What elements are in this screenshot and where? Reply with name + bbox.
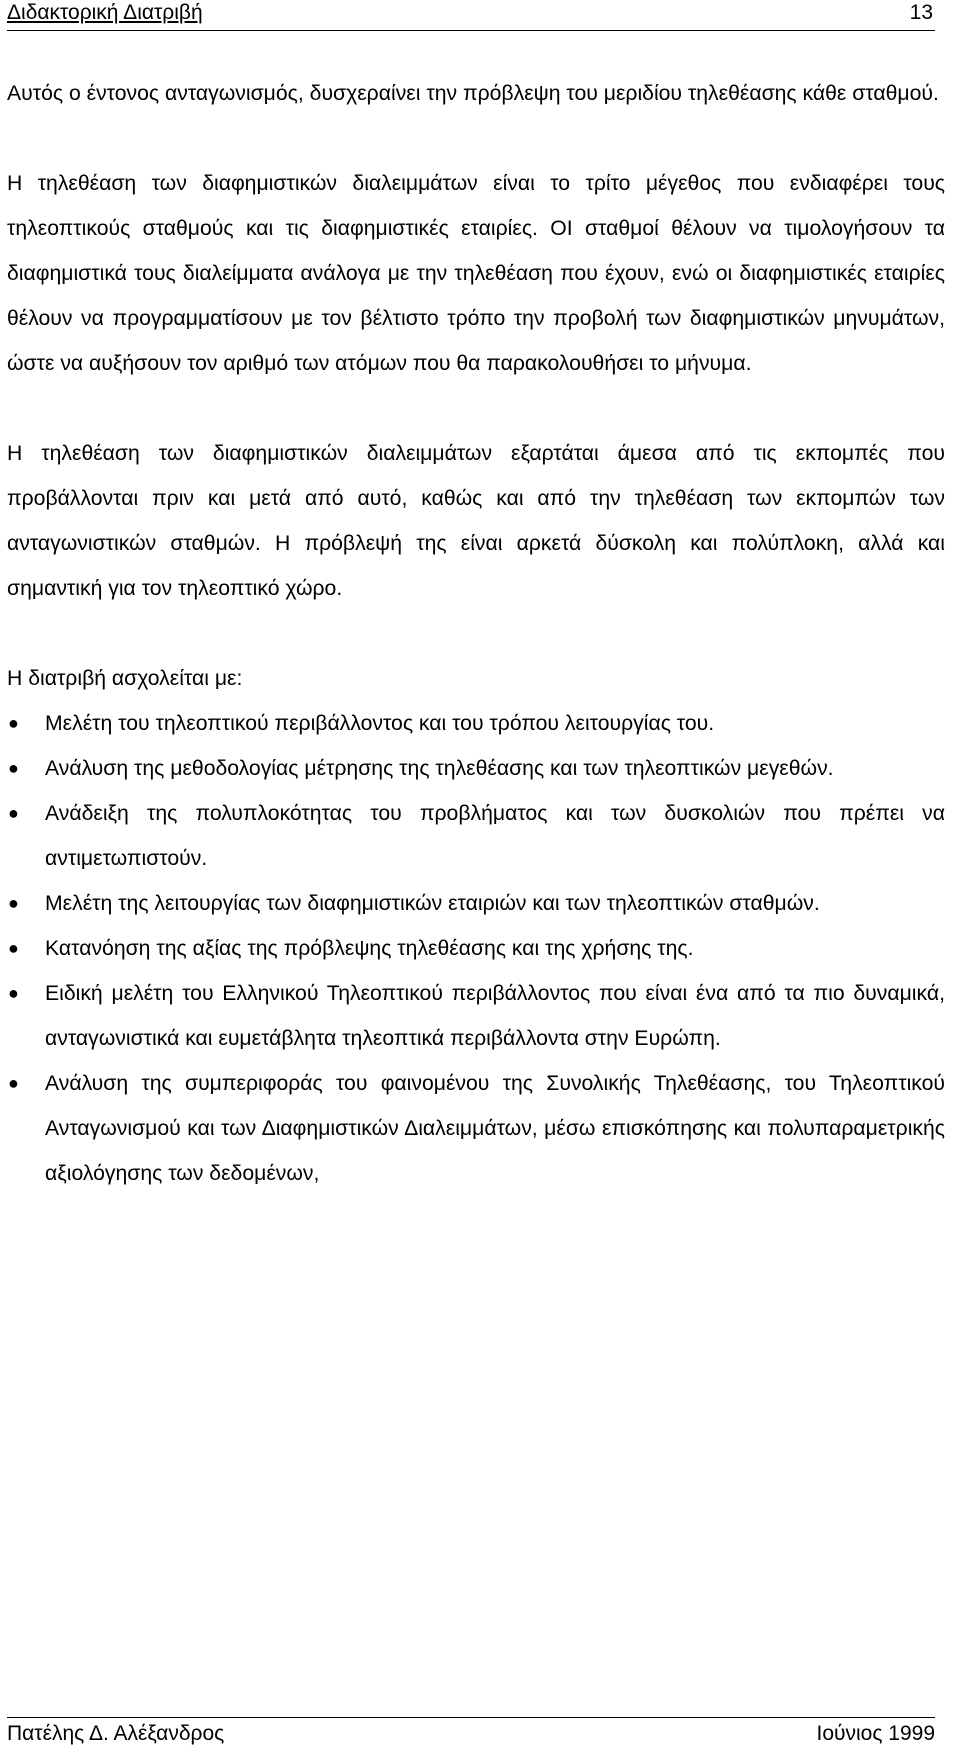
header-title: Διδακτορική Διατριβή xyxy=(7,1,203,24)
list-item-text: Κατανόηση της αξίας της πρόβλεψης τηλεθέασης και της χρήσης της. xyxy=(45,937,694,960)
list-intro: Η διατριβή ασχολείται με: xyxy=(7,667,243,690)
paragraph: Η τηλεθέαση των διαφημιστικών διαλειμμάτων εξαρτάται άμεσα από τις εκπομπές που προβάλλονται πριν και μετά από αυτό, καθώς και από την τηλεθέαση των εκπομπών των ανταγωνιστικών σταθμών. Η πρόβλεψή της είναι αρκετά δύσκολη και πολύπλοκη, αλλά και σημαντική για τον τηλεοπτικό χώρο. xyxy=(7,442,945,600)
list-item xyxy=(7,791,945,881)
document-body xyxy=(7,71,945,1196)
page-number: 13 xyxy=(909,1,933,24)
bullet-list xyxy=(7,701,945,1196)
list-item xyxy=(7,746,945,791)
bullet-icon: ● xyxy=(8,1073,19,1093)
list-item-text: Ανάδειξη της πολυπλοκότητας του προβλήματος και των δυσκολιών που πρέπει να αντιμετωπιστούν. xyxy=(45,802,945,870)
paragraph: Η τηλεθέαση των διαφημιστικών διαλειμμάτων είναι το τρίτο μέγεθος που ενδιαφέρει τους τηλεοπτικούς σταθμούς και τις διαφημιστικές εταιρίες. ΟΙ σταθμοί θέλουν να τιμολογήσουν τα διαφημιστικά τους διαλείμματα ανάλογα με την τηλεθέαση που έχουν, ενώ οι διαφημιστικές εταιρίες θέλουν να προγραμματίσουν με τον βέλτιστο τρόπο την προβολή των διαφημιστικών μηνυμάτων, ώστε να αυξήσουν τον αριθμό των ατόμων που θα παρακολουθήσει το μήνυμα. xyxy=(7,172,945,375)
list-item xyxy=(7,971,945,1061)
list-item xyxy=(7,701,945,746)
list-item-text: Ανάλυση της μεθοδολογίας μέτρησης της τηλεθέασης και των τηλεοπτικών μεγεθών. xyxy=(45,757,834,780)
bullet-icon: ● xyxy=(8,803,19,823)
list-item-text: Μελέτη του τηλεοπτικού περιβάλλοντος και του τρόπου λειτουργίας του. xyxy=(45,712,715,735)
bullet-icon: ● xyxy=(8,983,19,1003)
list-item xyxy=(7,926,945,971)
page-footer xyxy=(7,1717,935,1753)
paragraph: Αυτός ο έντονος ανταγωνισμός, δυσχεραίνει την πρόβλεψη του μεριδίου τηλεθέασης κάθε σταθμού. xyxy=(7,82,939,105)
page-header xyxy=(7,0,935,31)
bullet-icon: ● xyxy=(8,893,19,913)
list-item xyxy=(7,1061,945,1196)
bullet-icon: ● xyxy=(8,758,19,778)
list-item xyxy=(7,881,945,926)
list-item-text: Ανάλυση της συμπεριφοράς του φαινομένου της Συνολικής Τηλεθέασης, του Τηλεοπτικού Ανταγωνισμού και των Διαφημιστικών Διαλειμμάτων, μέσω επισκόπησης και πολυπαραμετρικής αξιολόγησης των δεδομένων, xyxy=(45,1072,945,1185)
bullet-icon: ● xyxy=(8,713,19,733)
list-item-text: Μελέτη της λειτουργίας των διαφημιστικών εταιριών και των τηλεοπτικών σταθμών. xyxy=(45,892,820,915)
list-item-text: Ειδική μελέτη του Ελληνικού Τηλεοπτικού περιβάλλοντος που είναι ένα από τα πιο δυναμικά, ανταγωνιστικά και ευμετάβλητα τηλεοπτικά περιβάλλοντα στην Ευρώπη. xyxy=(45,982,945,1050)
bullet-icon: ● xyxy=(8,938,19,958)
footer-date: Ιούνιος 1999 xyxy=(816,1722,935,1745)
footer-author: Πατέλης Δ. Αλέξανδρος xyxy=(7,1722,225,1745)
